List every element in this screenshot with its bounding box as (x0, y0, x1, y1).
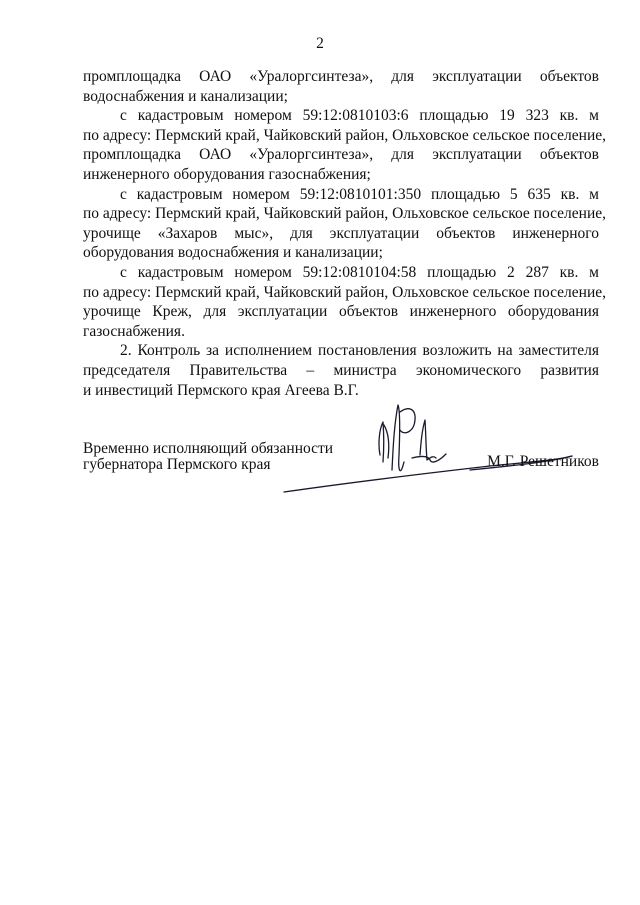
page-number: 2 (316, 35, 324, 52)
signatory-title-line-2: губернатора Пермского края (83, 456, 271, 473)
body-line-17: и инвестиций Пермского края Агеева В.Г. (83, 381, 359, 399)
signatory-title-line-1: Временно исполняющий обязанности (83, 440, 334, 457)
signatory-title (83, 441, 333, 473)
body-line-6: инженерного оборудования газоснабжения; (83, 165, 371, 183)
body-line-9: урочище «Захаров мыс», для эксплуатации объектов инженерного (83, 224, 599, 242)
body-line-11: с кадастровым номером 59:12:0810104:58 площадью 2 287 кв. м (120, 263, 599, 281)
body-line-14: газоснабжения. (83, 322, 185, 340)
body-line-15: 2. Контроль за исполнением постановления возложить на заместителя (120, 342, 599, 360)
body-line-8: по адресу: Пермский край, Чайковский район, Ольховское сельское поселение, (83, 205, 607, 223)
body-line-2: водоснабжения и канализации; (83, 87, 288, 105)
signature-block (83, 441, 599, 501)
body-line-5: промплощадка ОАО «Уралоргсинтеза», для эксплуатации объектов (83, 146, 599, 164)
signatory-name: М.Г. Решетников (487, 453, 599, 470)
body-line-16: председателя Правительства – министра экономического развития (83, 361, 599, 379)
body-line-3: с кадастровым номером 59:12:0810103:6 площадью 19 323 кв. м (120, 107, 599, 125)
body-line-1: промплощадка ОАО «Уралоргсинтеза», для эксплуатации объектов (83, 68, 599, 85)
body-line-4: по адресу: Пермский край, Чайковский район, Ольховское сельское поселение, (83, 126, 607, 144)
body-line-7: с кадастровым номером 59:12:0810101:350 площадью 5 635 кв. м (120, 185, 599, 203)
body-line-10: оборудования водоснабжения и канализации; (83, 244, 383, 262)
body-line-13: урочище Креж, для эксплуатации объектов инженерного оборудования (83, 303, 599, 321)
body-line-12: по адресу: Пермский край, Чайковский район, Ольховское сельское поселение, (83, 283, 607, 301)
document-body (83, 67, 607, 400)
